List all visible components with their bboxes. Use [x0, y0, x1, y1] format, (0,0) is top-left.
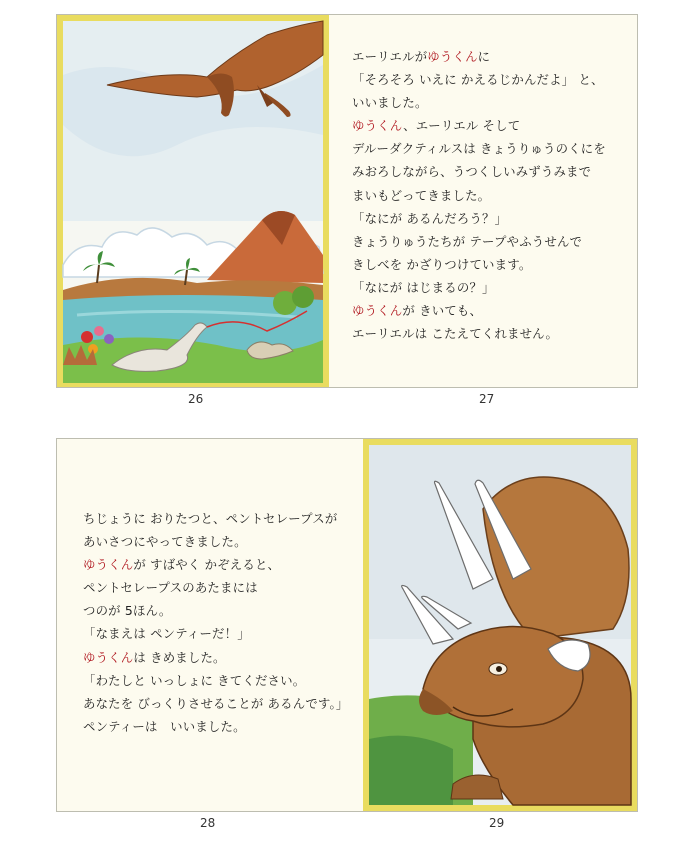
text-segment: は きめました。: [133, 649, 226, 665]
text-line: [352, 207, 622, 230]
text-line: [352, 68, 622, 91]
text-line: [83, 599, 363, 622]
highlighted-name: ゆうくん: [83, 649, 134, 665]
text-segment: 「なにが あるんだろう？」: [352, 210, 508, 226]
text-line: [352, 253, 622, 276]
text-segment: 、エーリエル そして: [403, 118, 521, 134]
text-line: [83, 576, 363, 599]
text-line: [83, 669, 363, 692]
text-line: [352, 230, 622, 253]
text-segment: ペントセレープスのあたまには: [83, 580, 258, 596]
text-line: [352, 160, 622, 183]
page-28-text: [83, 507, 363, 738]
text-segment: が すばやく かぞえると、: [133, 557, 281, 573]
highlighted-name: ゆうくん: [352, 303, 403, 319]
text-segment: ペンティーは いいました。: [83, 718, 246, 734]
text-line: [352, 322, 622, 345]
text-segment: が きいても、: [402, 303, 483, 319]
text-line: [83, 530, 363, 553]
text-line: [352, 45, 622, 68]
text-segment: エーリエルが: [352, 49, 428, 64]
text-segment: あいさつにやってきました。: [83, 534, 247, 550]
text-segment: きしべを かざりつけています。: [352, 256, 532, 272]
page-number-27: 27: [479, 392, 495, 406]
text-line: [352, 299, 622, 322]
text-segment: ちじょうに おりたつと、ペントセレープスが: [83, 511, 338, 526]
pentaceratops-illustration: [363, 439, 637, 811]
text-segment: きょうりゅうたちが テープやふうせんで: [352, 233, 583, 249]
highlighted-name: ゆうくん: [427, 49, 478, 64]
text-line: [83, 692, 363, 715]
text-segment: つのが 5ほん。: [83, 603, 172, 619]
text-segment: まいもどってきました。: [352, 187, 491, 203]
text-segment: あなたを びっくりさせることが あるんです。」: [83, 695, 349, 711]
page-number-26: 26: [188, 392, 204, 406]
page-27-text: [352, 45, 622, 345]
text-line: [352, 137, 622, 160]
text-line: [352, 184, 622, 207]
text-segment: いいました。: [352, 95, 428, 111]
text-line: [83, 622, 363, 645]
page-number-28: 28: [200, 816, 216, 830]
text-segment: に: [477, 49, 491, 64]
text-line: [83, 646, 363, 669]
highlighted-name: ゆうくん: [352, 118, 404, 134]
page-number-29: 29: [489, 816, 505, 830]
text-segment: 「わたしと いっしょに きてください。: [83, 672, 306, 688]
text-segment: 「なまえは ペンティーだ！」: [83, 626, 250, 642]
highlighted-name: ゆうくん: [83, 557, 134, 573]
text-segment: みおろしながら、うつくしいみずうみまで: [352, 164, 592, 180]
text-line: [352, 114, 622, 137]
text-line: [83, 553, 363, 576]
text-segment: 「そろそろ いえに かえるじかんだよ」 と、: [352, 72, 604, 88]
text-segment: エーリエルは こたえてくれません。: [352, 326, 559, 342]
spread-pages-28-29: [56, 438, 638, 812]
text-segment: 「なにが はじまるの？」: [352, 279, 495, 295]
spread-pages-26-27: [56, 14, 638, 388]
text-line: [83, 715, 363, 738]
text-line: [83, 507, 363, 530]
text-segment: デルーダクティルスは きょうりゅうのくにを: [352, 141, 606, 157]
text-line: [352, 276, 622, 299]
text-line: [352, 91, 622, 114]
pterosaur-lake-illustration: [57, 15, 329, 387]
